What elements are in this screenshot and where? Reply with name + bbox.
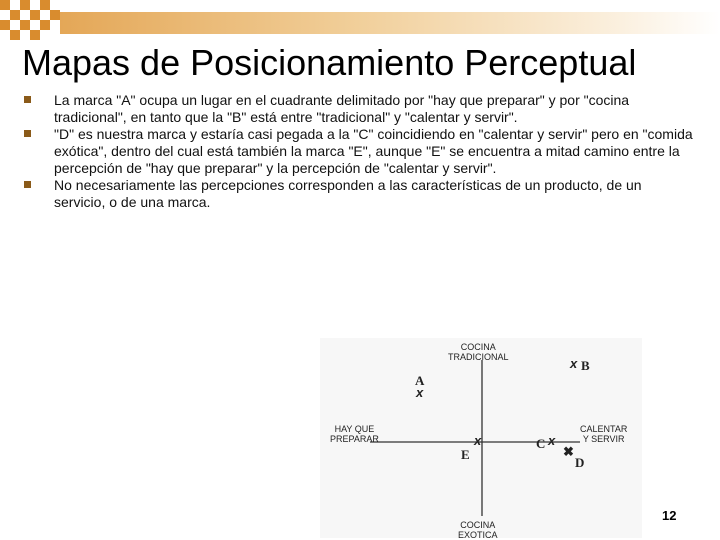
axis-label-left: HAY QUE PREPARAR: [330, 424, 379, 444]
brand-d-marker-icon: ✖: [563, 444, 574, 459]
axis-label-bottom: COCINA EXOTICA: [458, 520, 498, 540]
gradient-band: [60, 12, 720, 34]
bullet-item: No necesariamente las percepciones corresponden a las características de un producto, de un servicio, o de una marca.: [24, 177, 694, 211]
brand-a-label: A: [415, 373, 425, 388]
bullet-item: "D" es nuestra marca y estaría casi pegada a la "C" coincidiendo en "calentar y servir" pero en "comida exótica", dentro del cual está también la marca "E", aunque "E" se encuentra a mitad camino entre la percepción de "hay que preparar" y la percepción de "calentar y servir".: [24, 126, 694, 177]
page-number: 12: [662, 508, 677, 523]
bullet-marker-icon: [24, 130, 31, 137]
brand-e-marker-icon: x: [474, 433, 482, 448]
slide-header-decoration: [0, 0, 720, 40]
bullet-marker-icon: [24, 96, 31, 103]
brand-c-marker-icon: x: [548, 433, 556, 448]
brand-d-label: D: [575, 455, 585, 470]
brand-b-marker-icon: x: [570, 356, 578, 371]
brand-b-label: B: [581, 358, 590, 373]
axis-label-top: COCINA TRADICIONAL: [448, 342, 509, 362]
perceptual-map-image: [320, 338, 642, 538]
bullet-item: La marca "A" ocupa un lugar en el cuadrante delimitado por "hay que preparar" y por "cocina tradicional", en tanto que la "B" está entre "tradicional" y "calentar y servir".: [24, 92, 694, 126]
brand-e-label: E: [461, 447, 470, 462]
axis-label-right: CALENTAR Y SERVIR: [580, 424, 628, 444]
bullet-list: [24, 92, 694, 211]
bullet-marker-icon: [24, 181, 31, 188]
checker-pattern: [0, 0, 60, 40]
brand-a-marker-icon: x: [416, 385, 424, 400]
brand-c-label: C: [536, 436, 546, 451]
slide-title: Mapas de Posicionamiento Perceptual: [22, 42, 637, 83]
